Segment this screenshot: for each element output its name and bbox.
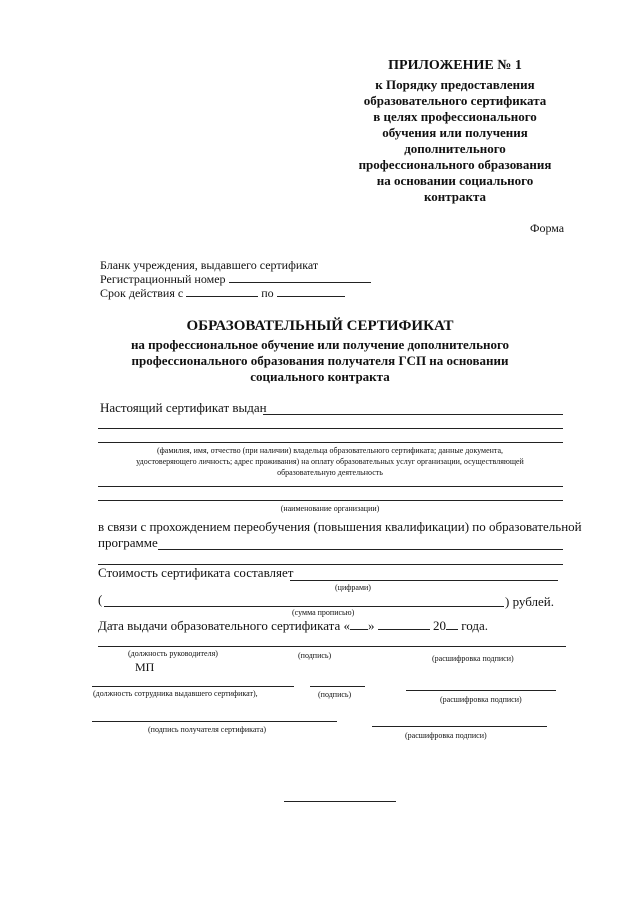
owner-note-line: (фамилия, имя, отчество (при наличии) владельца образовательного сертификата; данные документа, <box>156 446 504 455</box>
issue-date-label: Дата выдачи образовательного сертификата « <box>98 618 351 633</box>
digits-note: (цифрами) <box>335 583 371 592</box>
issue-year-prefix: 20 <box>433 618 447 633</box>
paren-open: ( <box>98 592 103 607</box>
employee-signature-line[interactable] <box>310 686 365 687</box>
cost-label: Стоимость сертификата составляет <box>98 565 294 580</box>
issue-year-suffix: года. <box>461 618 489 633</box>
recipient-signature-line[interactable] <box>92 721 337 722</box>
reg-number-row <box>100 272 371 287</box>
appendix-line: профессионального образования <box>358 157 552 172</box>
head-position-note: (должность руководителя) <box>128 649 218 658</box>
appendix-line: к Порядку предоставления <box>375 77 535 92</box>
validity-to-field[interactable] <box>277 296 345 297</box>
certificate-subtitle <box>60 337 580 385</box>
recipient-decoding-line[interactable] <box>372 726 547 727</box>
recipient-signature-note: (подпись получателя сертификата) <box>148 725 267 734</box>
appendix-line: в целях профессионального <box>373 109 537 124</box>
rubles-label: ) рублей. <box>505 594 554 609</box>
blank-label: Бланк учреждения, выдавшего сертификат <box>100 258 319 272</box>
employee-position-line[interactable] <box>92 686 294 687</box>
issue-month-field[interactable] <box>378 629 430 630</box>
employee-decoding-line[interactable] <box>406 690 556 691</box>
bottom-separator <box>284 801 396 802</box>
subtitle-line: социального контракта <box>250 369 390 384</box>
appendix-line: контракта <box>423 189 487 204</box>
certificate-title: ОБРАЗОВАТЕЛЬНЫЙ СЕРТИФИКАТ <box>186 318 454 334</box>
appendix-line: дополнительного <box>404 141 506 156</box>
form-label: Форма <box>530 221 565 235</box>
words-note: (сумма прописью) <box>292 608 355 617</box>
signature-note: (подпись) <box>298 651 332 660</box>
issue-date-row <box>98 618 488 634</box>
owner-field-line[interactable] <box>98 442 563 443</box>
retraining-text: в связи с прохождением переобучения (повышения квалификации) по образовательной <box>98 519 582 534</box>
issued-to-label: Настоящий сертификат выдан <box>100 400 267 415</box>
validity-from-field[interactable] <box>186 296 258 297</box>
decoding-note-2: (расшифровка подписи) <box>440 695 522 704</box>
appendix-heading: ПРИЛОЖЕНИЕ № 1 <box>388 58 522 73</box>
validity-row <box>100 286 345 301</box>
program-label: программе <box>98 535 158 550</box>
appendix-line: обучения или получения <box>382 125 528 140</box>
stamp-label: МП <box>135 660 155 674</box>
owner-note-line: удостоверяющего личность; адрес проживания) на оплату образовательных услуг организации, осуществляющей <box>136 457 524 466</box>
subtitle-line: профессионального образования получателя ГСП на основании <box>131 353 509 368</box>
org-field-line[interactable] <box>98 486 563 487</box>
appendix-line: образовательного сертификата <box>363 93 547 108</box>
decoding-note: (расшифровка подписи) <box>432 654 514 663</box>
head-signature-line[interactable] <box>98 646 566 647</box>
appendix-block <box>330 58 580 205</box>
issue-date-quote: » <box>368 618 375 633</box>
owner-field-line[interactable] <box>98 428 563 429</box>
owner-note-line: образовательную деятельность <box>277 468 383 477</box>
issue-year-field[interactable] <box>446 629 458 630</box>
validity-to-label: по <box>261 286 274 300</box>
reg-number-field[interactable] <box>229 282 371 283</box>
signature-note-2: (подпись) <box>318 690 352 699</box>
decoding-note-3: (расшифровка подписи) <box>405 731 487 740</box>
cost-digits-field[interactable] <box>290 580 558 581</box>
subtitle-line: на профессиональное обучение или получение дополнительного <box>130 337 510 352</box>
employee-position-note: (должность сотрудника выдавшего сертификат), <box>93 689 258 698</box>
issued-to-field[interactable] <box>263 414 563 415</box>
org-field-line[interactable] <box>98 500 563 501</box>
reg-number-label: Регистрационный номер <box>100 272 226 286</box>
program-field[interactable] <box>158 549 563 550</box>
owner-note <box>95 445 565 478</box>
appendix-line: на основании социального <box>376 173 534 188</box>
org-note: (наименование организации) <box>280 504 380 513</box>
appendix-lines <box>330 77 580 205</box>
validity-from-label: Срок действия с <box>100 286 184 300</box>
issue-day-field[interactable] <box>350 629 368 630</box>
